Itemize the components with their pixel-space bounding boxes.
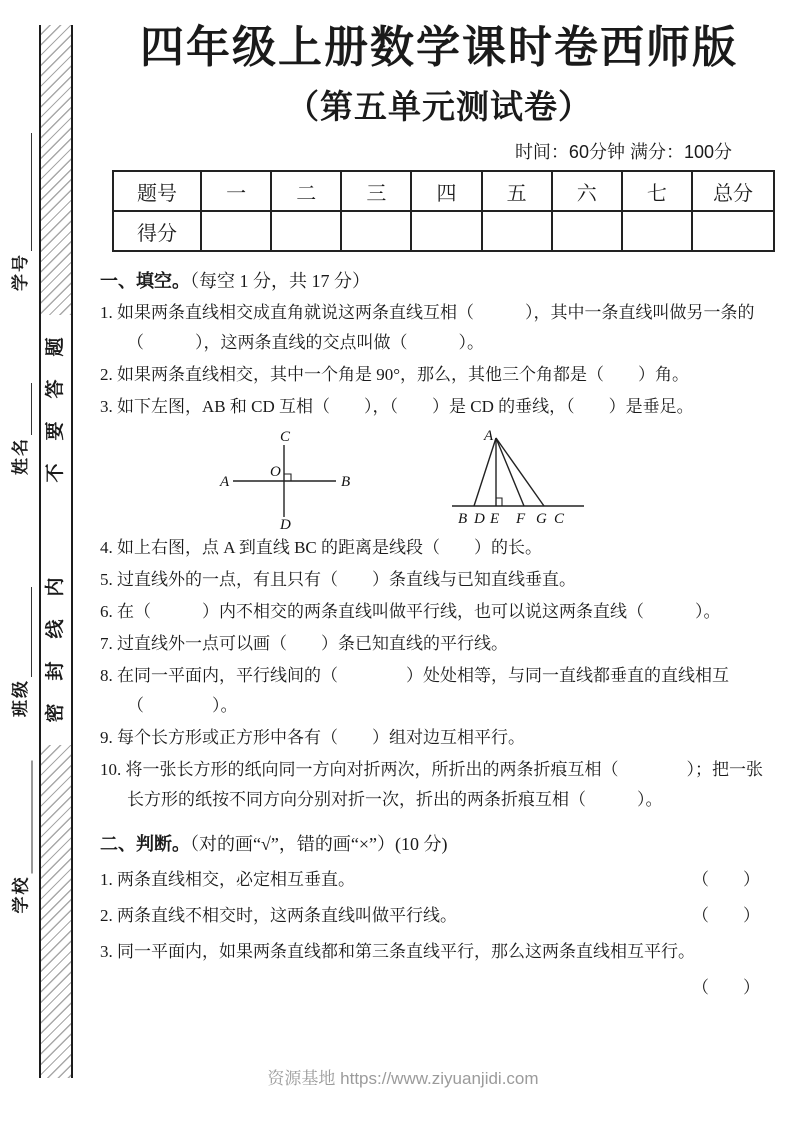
answer-bracket: （ ）: [692, 978, 760, 997]
score-table-header-cell: 五: [482, 171, 552, 211]
fill-in-line: [15, 383, 32, 435]
seal-text-char: 内: [45, 577, 66, 597]
score-cell: [411, 211, 481, 251]
hatch-pattern-top: [41, 25, 71, 315]
answer-bracket: （ ）: [692, 870, 760, 889]
section-2-heading: [100, 829, 778, 859]
seal-text-char: 封: [45, 661, 66, 681]
judge-question-1: [100, 865, 778, 895]
hatch-pattern-bottom: [41, 745, 71, 1078]
score-cell: [692, 211, 774, 251]
seal-text-char: 答: [45, 379, 66, 399]
exam-meta: 时间：60分钟 满分：100分: [514, 142, 732, 162]
score-cell: [271, 211, 341, 251]
figure-label-base-f: F: [516, 511, 526, 527]
score-cell: [552, 211, 622, 251]
score-table-header-cell: 一: [201, 171, 271, 211]
figure-label-base-g: G: [536, 511, 547, 527]
seal-text-char: 密: [45, 703, 66, 723]
fill-question-5: 5. 过直线外的一点，有且只有（ ）条直线与已知直线垂直。: [100, 570, 576, 589]
fill-question-2: 2. 如果两条直线相交，其中一个角是 90°，那么，其他三个角都是（ ）角。: [100, 365, 690, 384]
section-1-note: （每空 1 分，共 17 分）: [190, 271, 370, 291]
judge-question-text: 3. 同一平面内，如果两条直线都和第三条直线平行，那么这两条直线相互平行。: [100, 942, 695, 961]
score-table-header-cell: 二: [271, 171, 341, 211]
class-field: [8, 587, 32, 717]
section-1-title: 一、填空。: [100, 271, 190, 291]
fill-question-1: 1. 如果两条直线相交成直角就说这两条直线互相（ ），其中一条直线叫做另一条的（ ），这两条直线的交点叫做（ ）。: [100, 303, 755, 352]
fill-in-line: [15, 587, 32, 677]
score-table-header-cell: 六: [552, 171, 622, 211]
class-label: 班级: [11, 679, 30, 717]
figure-label-a: A: [220, 474, 230, 490]
score-cell: [341, 211, 411, 251]
figure-label-c: C: [280, 429, 291, 445]
seal-text-char: 线: [45, 619, 66, 639]
judge-question-3: [100, 937, 778, 967]
fill-question-7: 7. 过直线外一点可以画（ ）条已知直线的平行线。: [100, 634, 508, 653]
fill-question-8: 8. 在同一平面内，平行线间的（ ）处处相等，与同一直线都垂直的直线相互（ ）。: [100, 666, 729, 715]
figure-label-base-b: B: [458, 511, 468, 527]
seal-text-char: 题: [45, 337, 66, 357]
figure-label-b: B: [341, 474, 351, 490]
score-table-header-cell: 总分: [692, 171, 774, 211]
seal-strip: [39, 25, 73, 1078]
section-2-title: 二、判断。: [100, 834, 190, 854]
section-1-heading: [100, 266, 778, 296]
answer-bracket: （ ）: [692, 906, 760, 925]
footer-watermark: 资源基地 https://www.ziyuanjidi.com: [267, 1069, 539, 1088]
exam-content: [100, 22, 778, 1003]
figure-row: [208, 426, 778, 529]
score-table-header-cell: 题号: [113, 171, 201, 211]
score-cell: [201, 211, 271, 251]
student-number-field: [8, 133, 32, 291]
figure-label-d: D: [280, 517, 291, 529]
page-subtitle: （第五单元测试卷）: [286, 88, 592, 125]
score-cell: [482, 211, 552, 251]
judge-question-text: 2. 两条直线不相交时，这两条直线叫做平行线。: [100, 906, 457, 925]
student-name-label: 姓名: [11, 437, 30, 475]
figure-perpendicular-cross: [208, 429, 378, 529]
score-cell: [622, 211, 692, 251]
score-table: [112, 170, 775, 252]
score-row-label: 得分: [113, 211, 201, 251]
figure-label-base-d: D: [474, 511, 485, 527]
figure-label-base-c: C: [554, 511, 565, 527]
page-title: 四年级上册数学课时卷西师版: [140, 23, 738, 72]
figure-label-apex-a: A: [484, 428, 494, 444]
seal-text-char: 要: [45, 421, 66, 441]
judge-question-2: [100, 901, 778, 931]
fill-in-line: [15, 133, 32, 251]
figure-point-to-line: [444, 426, 614, 529]
score-table-header-cell: 三: [341, 171, 411, 211]
fill-question-10: 10. 将一张长方形的纸向同一方向对折两次，所折出的两条折痕互相（ ）；把一张长方形的纸按不同方向分别对折一次，折出的两条折痕互相（ ）。: [100, 760, 763, 809]
fill-question-9: 9. 每个长方形或正方形中各有（ ）组对边互相平行。: [100, 728, 525, 747]
student-number-label: 学号: [11, 253, 30, 291]
score-table-score-row: [113, 211, 774, 251]
figure-label-base-e: E: [490, 511, 500, 527]
student-name-field: [8, 383, 32, 475]
figure-label-o: O: [270, 464, 281, 480]
score-table-header-cell: 四: [411, 171, 481, 211]
fill-question-3: 3. 如下左图，AB 和 CD 互相（ ），（ ）是 CD 的垂线，（ ）是垂足。: [100, 397, 694, 416]
fill-in-line: [16, 761, 33, 874]
judge-question-text: 1. 两条直线相交，必定相互垂直。: [100, 870, 355, 889]
section-2-note: （对的画“√”，错的画“×”）(10 分): [190, 834, 448, 854]
fill-question-4: 4. 如上右图，点 A 到直线 BC 的距离是线段（ ）的长。: [100, 538, 543, 557]
score-table-header-cell: 七: [622, 171, 692, 211]
school-field: [9, 761, 33, 914]
score-table-header-row: [113, 171, 774, 211]
seal-text-char: 不: [45, 463, 66, 483]
fill-question-6: 6. 在（ ）内不相交的两条直线叫做平行线，也可以说这两条直线（ ）。: [100, 602, 721, 621]
school-label: 学校: [11, 875, 31, 914]
